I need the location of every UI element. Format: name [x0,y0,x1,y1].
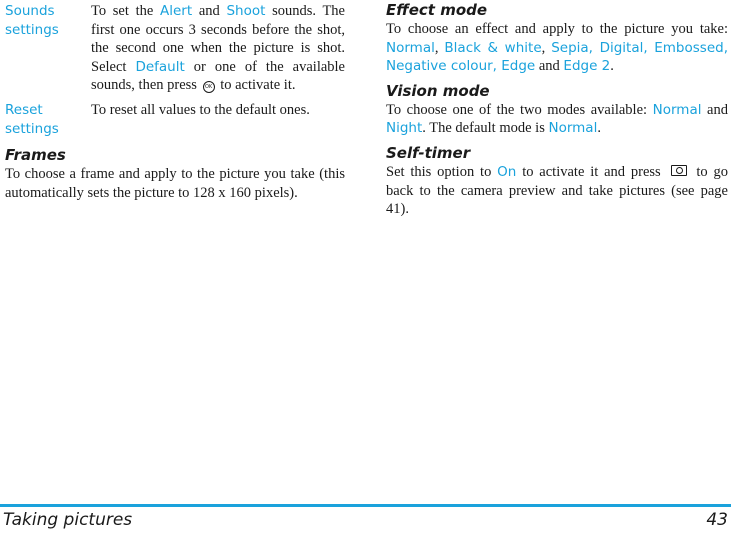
vision-night-keyword: Night [386,120,423,137]
effect-mode-text: To choose an effect and apply to the picture you take: Normal, Black & white, Sepia, Digital, Embossed, Negative colour, Edge and Edge 2. [386,21,728,75]
vision-normal-keyword: Normal [652,101,702,118]
left-column [5,2,345,207]
default-keyword: Default [135,58,185,75]
frames-text: To choose a frame and apply to the picture you take (this automatically sets the picture to 128 x 160 pixels). [5,165,345,201]
reset-settings-description: To reset all values to the default ones. [91,101,310,118]
footer-section-title: Taking pictures [3,510,133,530]
vision-mode-heading: Vision mode [386,81,490,100]
right-column [386,0,728,224]
sounds-settings-term: Sounds settings [5,3,59,38]
reset-settings-term: Reset settings [5,101,59,137]
vision-default-normal-keyword: Normal [548,120,598,137]
sounds-settings-description: To set the Alert and Shoot sounds. The first one occurs 3 seconds before the shot, the second one when the picture is shot. Select Default or one of the available sounds, then press OK to activate it. [91,3,345,94]
self-timer-heading: Self-timer [386,143,471,162]
frames-heading: Frames [5,145,66,164]
effect-mode-heading: Effect mode [386,1,488,19]
settings-row-sounds [5,2,345,95]
on-keyword: On [497,163,517,180]
footer-page-number: 43 [706,510,728,530]
effect-normal-keyword: Normal [386,39,435,56]
self-timer-text: Set this option to On to activate it and press to go back to the camera preview and take pictures (see page 41). [386,163,728,218]
effect-black-white-keyword: Black & white [444,39,542,56]
vision-mode-text: To choose one of the two modes available: Normal and Night. The default mode is Normal. [386,101,728,137]
settings-row-reset [5,101,345,139]
shoot-keyword: Shoot [226,3,266,19]
camera-key-icon [671,165,687,176]
alert-keyword: Alert [160,3,193,19]
effect-edge2-keyword: Edge 2 [563,58,611,75]
footer-divider [0,504,731,507]
ok-key-icon: OK [203,81,215,93]
effect-list-keywords: Sepia, Digital, Embossed, Negative colour, Edge [386,39,728,75]
